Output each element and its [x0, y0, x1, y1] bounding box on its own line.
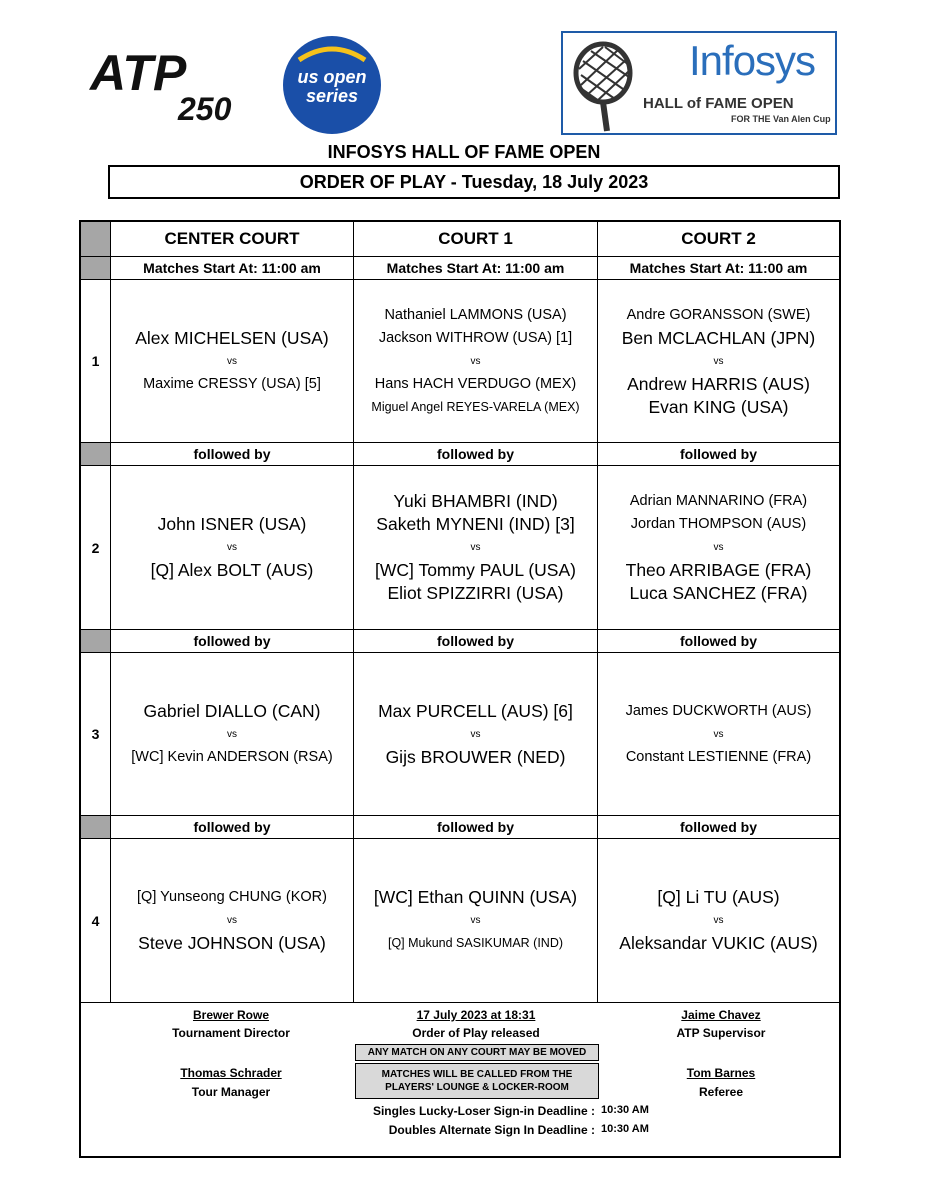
match-cell [598, 653, 839, 815]
start-time-center: Matches Start At: 11:00 am [143, 260, 321, 276]
player-name: Yuki BHAMBRI (IND) [393, 491, 558, 511]
player-name: Jackson WITHROW (USA) [1] [378, 329, 573, 346]
vs-label: vs [713, 355, 724, 367]
singles-deadline-time: 10:30 AM [601, 1104, 649, 1116]
match-cell [111, 839, 353, 1002]
player-name: [Q] Mukund SASIKUMAR (IND) [387, 936, 564, 950]
match-cell [111, 466, 353, 629]
followed-by-label: followed by [437, 633, 514, 649]
player-name: Constant LESTIENNE (FRA) [625, 748, 812, 765]
player-name: Maxime CRESSY (USA) [5] [143, 375, 321, 392]
start-time-court2: Matches Start At: 11:00 am [629, 260, 808, 276]
followed-grey-cell-2 [81, 630, 110, 652]
singles-deadline-label: Singles Lucky-Loser Sign-in Deadline : [372, 1104, 595, 1118]
atp-logo-tier: 250 [178, 91, 232, 127]
match-row-number: 3 [91, 726, 100, 742]
infosys-brand-text: Infosys [689, 37, 816, 84]
vs-label: vs [470, 915, 481, 926]
player-name: [Q] Yunseong CHUNG (KOR) [137, 889, 327, 905]
player-name: Evan KING (USA) [648, 396, 789, 417]
player-name: James DUCKWORTH (AUS) [625, 702, 812, 719]
player-name: Jordan THOMPSON (AUS) [630, 516, 807, 532]
tournament-title: INFOSYS HALL OF FAME OPEN [327, 142, 601, 162]
player-name: Aleksandar VUKIC (AUS) [619, 933, 818, 953]
order-of-play-table [79, 220, 841, 1158]
match-cell [111, 653, 353, 815]
released-label: Order of Play released [412, 1026, 540, 1040]
player-name: [Q] Alex BOLT (AUS) [150, 560, 314, 580]
player-name: John ISNER (USA) [157, 514, 307, 534]
followed-by-label: followed by [193, 633, 271, 649]
header-grey-cell [81, 222, 110, 256]
player-name: [Q] Li TU (AUS) [657, 887, 780, 907]
followed-by-label: followed by [193, 446, 271, 462]
player-name: Gabriel DIALLO (CAN) [143, 700, 321, 721]
followed-grey-cell-3 [81, 816, 110, 838]
vs-label: vs [470, 355, 481, 367]
followed-by-label: followed by [680, 633, 757, 649]
match-cell [354, 280, 597, 442]
match-row-number: 1 [91, 353, 100, 369]
us-open-series-logo [283, 36, 381, 134]
start-time-court1: Matches Start At: 11:00 am [386, 260, 565, 276]
manager-role: Tour Manager [191, 1085, 271, 1099]
match-cell [598, 839, 839, 1002]
referee-role: Referee [698, 1085, 744, 1099]
notice-players-lounge [355, 1063, 599, 1099]
vs-label: vs [713, 728, 724, 740]
court-header-center: CENTER COURT [164, 229, 300, 248]
released-date: 17 July 2023 at 18:31 [416, 1008, 536, 1022]
vs-label: vs [227, 728, 237, 740]
player-name: Saketh MYNENI (IND) [3] [376, 514, 575, 534]
player-name: Adrian MANNARINO (FRA) [629, 493, 808, 509]
followed-by-label: followed by [437, 446, 514, 462]
supervisor-role: ATP Supervisor [676, 1026, 766, 1040]
vs-label: vs [713, 915, 724, 926]
match-cell [598, 466, 839, 629]
atp-logo-text: ATP [90, 45, 187, 101]
player-name: Gijs BROUWER (NED) [385, 746, 566, 767]
player-name: Max PURCELL (AUS) [6] [378, 700, 573, 721]
us-open-logo-line1: us open [297, 67, 367, 87]
player-name: Andre GORANSSON (SWE) [626, 306, 811, 323]
doubles-deadline-time: 10:30 AM [601, 1123, 649, 1135]
hall-of-fame-open-logo [561, 31, 837, 135]
vs-label: vs [227, 915, 237, 926]
court-header-court2: COURT 2 [681, 229, 756, 248]
player-name: [WC] Ethan QUINN (USA) [373, 887, 578, 907]
match-cell [598, 280, 839, 442]
notice-line: MATCHES WILL BE CALLED FROM THE [381, 1069, 573, 1080]
director-name: Brewer Rowe [192, 1008, 270, 1022]
player-name: Alex MICHELSEN (USA) [135, 327, 329, 348]
player-name: Ben MCLACHLAN (JPN) [621, 327, 816, 348]
player-name: [WC] Kevin ANDERSON (RSA) [131, 748, 333, 765]
player-name: Miguel Angel REYES-VARELA (MEX) [371, 399, 580, 414]
match-cell [111, 280, 353, 442]
hof-name-text: HALL of FAME OPEN [643, 95, 794, 112]
followed-by-label: followed by [680, 446, 757, 462]
us-open-logo-line2: series [305, 86, 359, 106]
referee-name: Tom Barnes [686, 1066, 756, 1080]
player-name: Andrew HARRIS (AUS) [627, 373, 810, 394]
vs-label: vs [227, 355, 237, 367]
match-row-number: 2 [91, 539, 100, 556]
player-name: [WC] Tommy PAUL (USA) [375, 560, 576, 580]
start-grey-cell [81, 257, 110, 279]
vs-label: vs [713, 542, 724, 553]
director-role: Tournament Director [172, 1026, 290, 1040]
player-name: Theo ARRIBAGE (FRA) [625, 560, 812, 580]
player-name: Luca SANCHEZ (FRA) [629, 583, 808, 603]
notice-line: PLAYERS' LOUNGE & LOCKER-ROOM [385, 1082, 569, 1093]
followed-by-label: followed by [680, 819, 757, 835]
player-name: Nathaniel LAMMONS (USA) [384, 306, 567, 323]
match-cell [354, 653, 597, 815]
followed-by-label: followed by [193, 819, 271, 835]
followed-by-label: followed by [437, 819, 514, 835]
player-name: Hans HACH VERDUGO (MEX) [374, 375, 577, 392]
vs-label: vs [227, 542, 237, 553]
doubles-deadline-label: Doubles Alternate Sign In Deadline : [388, 1123, 595, 1137]
match-cell [354, 839, 597, 1002]
vs-label: vs [470, 728, 481, 740]
court-header-court1: COURT 1 [438, 229, 513, 248]
notice-match-moved: ANY MATCH ON ANY COURT MAY BE MOVED [355, 1044, 599, 1061]
followed-grey-cell-1 [81, 443, 110, 465]
hof-sub-text: FOR THE Van Alen Cup [731, 114, 831, 124]
vs-label: vs [470, 542, 481, 553]
match-row-number: 4 [91, 912, 100, 929]
us-open-swoosh-icon [295, 42, 369, 64]
player-name: Eliot SPIZZIRRI (USA) [387, 583, 564, 603]
match-cell [354, 466, 597, 629]
atp-250-logo [80, 32, 252, 132]
order-of-play-title: ORDER OF PLAY - Tuesday, 18 July 2023 [108, 165, 840, 199]
tennis-racket-icon [569, 41, 639, 133]
manager-name: Thomas Schrader [180, 1066, 282, 1080]
supervisor-name: Jaime Chavez [681, 1008, 761, 1022]
player-name: Steve JOHNSON (USA) [138, 933, 326, 953]
